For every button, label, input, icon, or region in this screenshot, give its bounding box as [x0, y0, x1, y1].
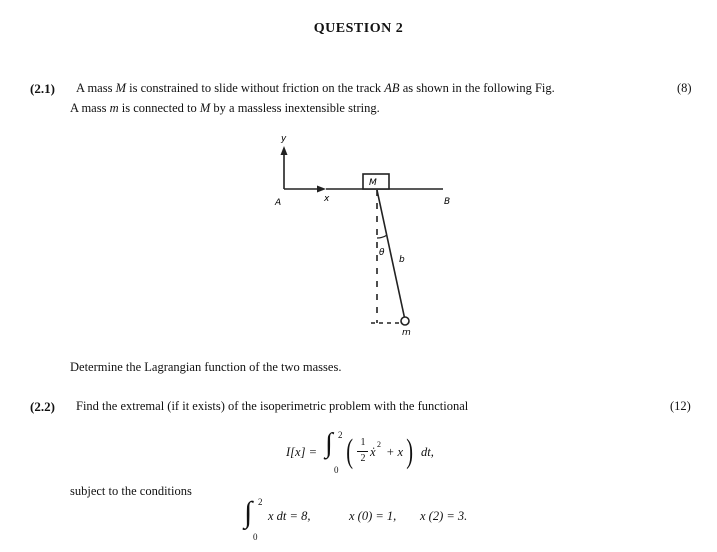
label-A: A [275, 198, 282, 208]
label-B: B [444, 197, 451, 207]
question-number-2-1: (2.1) [30, 81, 55, 96]
var-M: M [115, 81, 127, 95]
x-axis-arrow [317, 186, 326, 193]
constraint-upper-limit: 2 [258, 497, 263, 507]
question-number-2-2: (2.2) [30, 399, 55, 414]
x-dot: ẋ [370, 445, 376, 459]
subject-to-text: subject to the conditions [70, 484, 192, 498]
exponent: 2 [377, 440, 381, 449]
text-segment: A mass [70, 101, 110, 115]
marks-2-2: (12) [670, 399, 691, 413]
mass-m-bob [401, 317, 409, 325]
functional-lhs: I[x] = [286, 445, 317, 459]
constraint-lower-limit: 0 [253, 532, 258, 542]
left-paren: ( [346, 433, 354, 470]
question-2-2-text: Find the extremal (if it exists) of the isoperimetric problem with the functional [76, 399, 469, 413]
question-2-1-line-1 [76, 81, 555, 96]
text-segment: as shown in the following Fig. [399, 81, 555, 95]
angle-arc [377, 235, 387, 238]
text-segment: A mass [76, 81, 116, 95]
var-M: M [199, 101, 211, 115]
label-b: b [399, 255, 405, 265]
plus-x: + x [386, 445, 404, 459]
fraction-numerator: 1 [360, 437, 366, 448]
label-y: y [281, 134, 287, 144]
question-title: QUESTION 2 [313, 21, 404, 36]
fraction-denominator: 2 [360, 453, 366, 464]
y-axis-arrow [281, 146, 288, 155]
boundary-condition-1: x (0) = 1, [349, 509, 397, 523]
var-AB: AB [384, 81, 400, 95]
right-paren: ) [406, 433, 414, 470]
var-m: m [109, 101, 119, 115]
fraction-bar [357, 451, 368, 452]
text-segment: is constrained to slide without friction on the track [126, 81, 385, 95]
label-theta: θ [379, 248, 385, 258]
pendulum-figure [255, 128, 465, 340]
question-2-1-task: Determine the Lagrangian function of the two masses. [70, 360, 342, 374]
text-segment: is connected to [118, 101, 200, 115]
label-x: x [324, 194, 330, 204]
constraint-integrand: x dt = 8, [268, 509, 311, 523]
boundary-condition-2: x (2) = 3. [420, 509, 468, 523]
label-m: m [402, 328, 411, 338]
question-2-1-line-2 [70, 101, 380, 116]
marks-2-1: (8) [677, 81, 692, 95]
label-M: M [369, 178, 377, 188]
integral-upper-limit: 2 [338, 430, 343, 440]
integral-sign: ∫ [325, 428, 333, 459]
dt: dt, [421, 445, 434, 459]
integral-lower-limit: 0 [334, 465, 339, 475]
constraint-integral-sign: ∫ [244, 496, 253, 529]
text-segment: by a massless inextensible string. [210, 101, 380, 115]
